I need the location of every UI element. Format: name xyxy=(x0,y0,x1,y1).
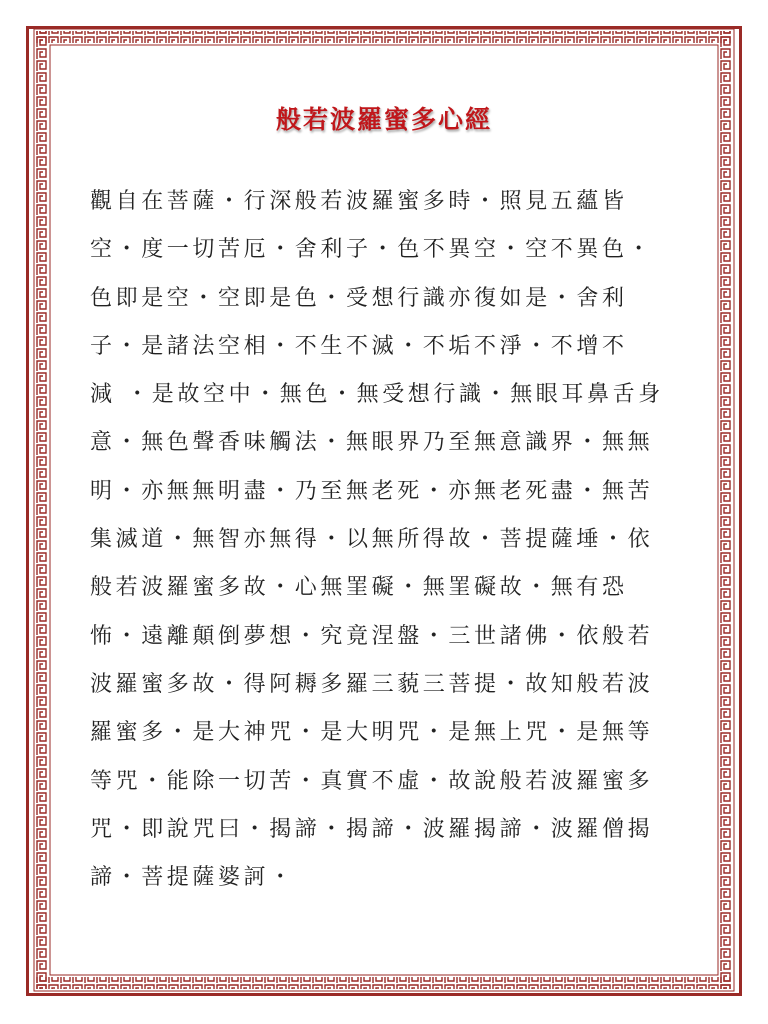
text-line: 怖・遠離顛倒夢想・究竟涅盤・三世諸佛・依般若 xyxy=(90,623,654,649)
text-line: 子・是諸法空相・不生不滅・不垢不淨・不增不 xyxy=(90,333,628,359)
text-line: 空・度一切苦厄・舍利子・色不異空・空不異色・ xyxy=(90,237,654,263)
text-line: 減 ・是故空中・無色・無受想行識・無眼耳鼻舌身 xyxy=(90,382,664,408)
text-line: 般若波羅蜜多故・心無罣礙・無罣礙故・無有恐 xyxy=(90,575,628,601)
text-line: 明・亦無無明盡・乃至無老死・亦無老死盡・無苦 xyxy=(90,478,654,504)
text-line: 色即是空・空即是色・受想行識亦復如是・舍利 xyxy=(90,285,628,311)
document-title: 般若波羅蜜多心經 xyxy=(275,105,492,134)
text-line: 觀自在菩薩・行深般若波羅蜜多時・照見五蘊皆 xyxy=(90,189,628,214)
text-line: 意・無色聲香味觸法・無眼界乃至無意識界・無無 xyxy=(90,430,654,456)
text-line: 集滅道・無智亦無得・以無所得故・菩提薩埵・依 xyxy=(90,527,654,553)
text-line: 羅蜜多・是大神咒・是大明咒・是無上咒・是無等 xyxy=(90,720,654,746)
text-line: 等咒・能除一切苦・真實不虛・故說般若波羅蜜多 xyxy=(90,768,654,794)
sutra-text xyxy=(90,190,690,914)
text-line: 咒・即說咒曰・揭諦・揭諦・波羅揭諦・波羅僧揭 xyxy=(90,816,654,842)
text-line: 諦・菩提薩婆訶・ xyxy=(90,865,295,891)
text-line: 波羅蜜多故・得阿耨多羅三藐三菩提・故知般若波 xyxy=(90,671,654,697)
